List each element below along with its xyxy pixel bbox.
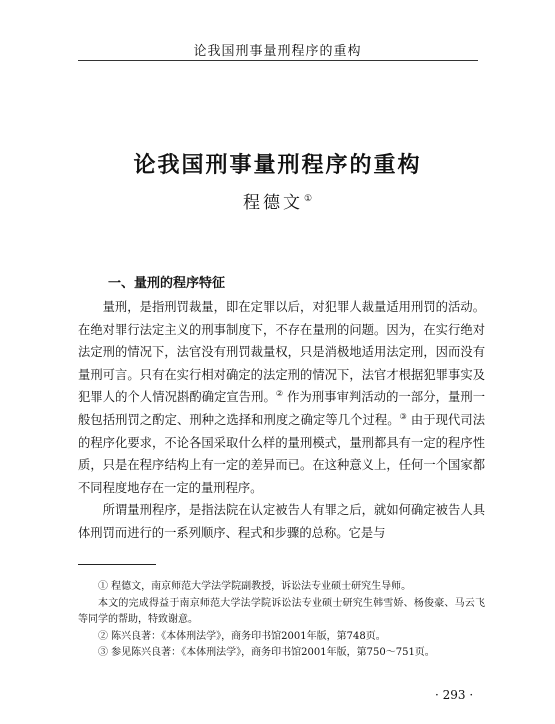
header-rule xyxy=(78,60,478,61)
running-head: 论我国刑事量刑程序的重构 xyxy=(193,44,362,59)
paragraph-1 xyxy=(78,296,485,499)
paragraph-1-part-1: 量刑，是指刑罚裁量，即在定罪以后，对犯罪人裁量适用刑罚的活动。在绝对罪行法定主义的刑事制度下，不存在量刑的问题。因为，在实行绝对法定刑的情况下，法官没有刑罚裁量权，只是消极地适用法定刑，因而没有量刑可言。只有在实行相对确定的法定刑的情况下，法官才根据犯罪事实及犯罪人的个人情况斟酌确定宣告刑。 xyxy=(78,300,485,405)
footnote-rule xyxy=(78,564,156,565)
footnotes xyxy=(78,579,485,662)
paragraph-1-part-3: 由于现代司法的程序化要求，不论各国采取什么样的量刑模式，量刑都具有一定的程序性质，只是在程序结构上有一定的差异而已。在这种意义上，任何一个国家都不同程度地存在一定的量刑程序。 xyxy=(78,412,485,495)
footnote-3: ③ 参见陈兴良著：《本体刑法学》，商务印书馆2001年版，第750～751页。 xyxy=(98,647,435,659)
footnote-2: ② 陈兴良著：《本体刑法学》，商务印书馆2001年版，第748页。 xyxy=(98,630,386,642)
page-number: · 293 · xyxy=(435,688,474,702)
author-line xyxy=(0,188,555,213)
author-name: 程德文 xyxy=(242,193,303,213)
body-text xyxy=(78,296,485,545)
section-heading: 一、量刑的程序特征 xyxy=(108,276,226,291)
paragraph-2: 所谓量刑程序，是指法院在认定被告人有罪之后，就如何确定被告人具体刑罚而进行的一系列顺序、程式和步骤的总称。它是与 xyxy=(78,503,485,540)
footnote-ref-2: ② xyxy=(275,389,284,399)
footnote-1-continuation: 本文的完成得益于南京师范大学法学院诉讼法专业硕士研究生韩雪娇、杨俊豪、马云飞等同学的帮助，特致谢意。 xyxy=(78,597,485,626)
article-title: 论我国刑事量刑程序的重构 xyxy=(133,152,422,178)
footnote-ref-3: ③ xyxy=(399,411,407,421)
footnote-1: ① 程德文，南京师范大学法学院副教授，诉讼法专业硕士研究生导师。 xyxy=(98,581,412,592)
author-footnote-mark: ① xyxy=(303,194,313,205)
paragraph-1-part-2: 作为刑事审判活动的一部分，量刑一般包括刑罚之酌定、刑种之选择和刑度之确定等几个过程。 xyxy=(78,390,485,427)
